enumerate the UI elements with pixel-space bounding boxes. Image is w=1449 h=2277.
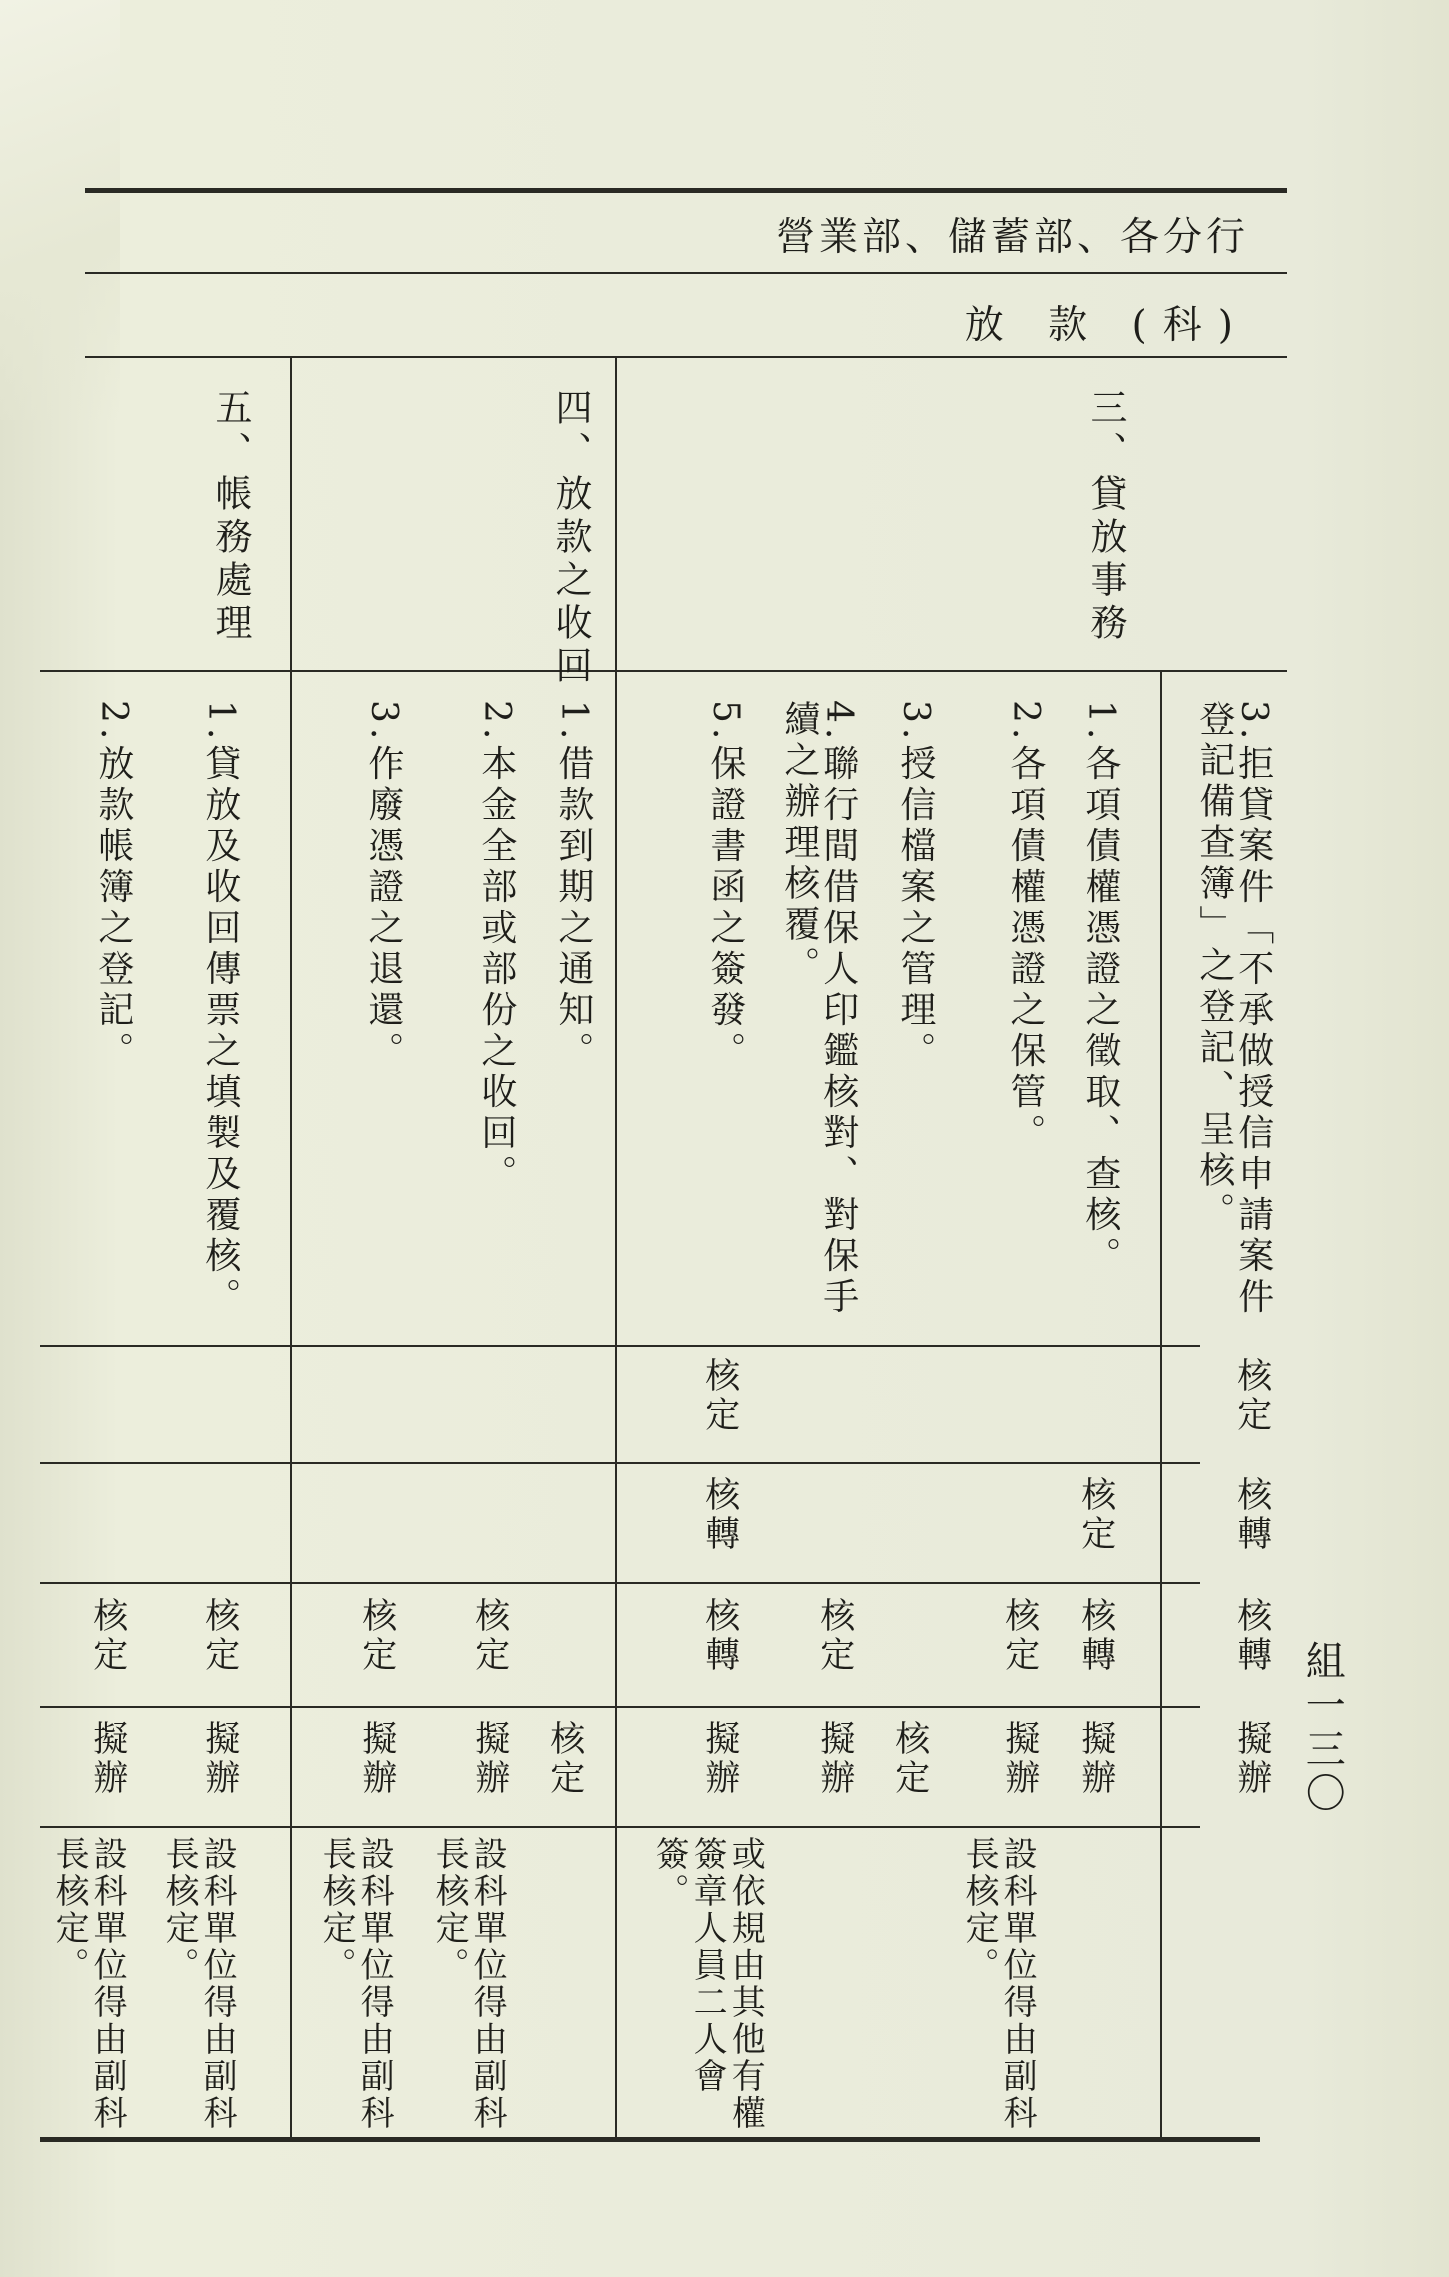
item-principal-recover: 2.本金全部或部份之收回。 xyxy=(475,700,517,1196)
hezhuan-row-rule xyxy=(40,1462,1200,1464)
note-s4a-deputy: 設科單位得由副科長核定。 xyxy=(429,1836,508,2132)
auth-heding-r4-c6: 核定 xyxy=(544,1720,585,1798)
auth-hezhuan-r2-c0: 核轉 xyxy=(1231,1476,1272,1554)
divider-s3-s4 xyxy=(615,358,617,2137)
page-header-title: 營業部、儲蓄部、各分行 xyxy=(775,215,1249,260)
item-ledger-entry: 2.放款帳簿之登記。 xyxy=(92,700,134,1073)
item-guarantee-letter: 5.保證書函之簽發。 xyxy=(704,700,746,1073)
auth-nibian-r4-c7: 擬辦 xyxy=(469,1720,510,1798)
auth-heding-r4-c3a: 核定 xyxy=(889,1720,930,1798)
subheader-rule xyxy=(85,356,1287,358)
note-s3-cosign: 或依規由其他有權簽章人員二人會簽。 xyxy=(649,1836,766,2132)
header-rule xyxy=(85,272,1287,274)
page-number: 組一三〇 xyxy=(1299,1640,1346,1816)
auth-heding-r1-c5: 核定 xyxy=(699,1357,740,1435)
auth-nibian-r4-c10: 擬辦 xyxy=(87,1720,128,1798)
auth-hezhuan-r2-c5: 核轉 xyxy=(699,1476,740,1554)
section-heading-3: 三、貸放事務 xyxy=(1083,388,1127,646)
auth-hezhuan-r3-c5: 核轉 xyxy=(699,1597,740,1675)
auth-hezhuan-r3-c0: 核轉 xyxy=(1231,1597,1272,1675)
auth-nibian-r4-c1: 擬辦 xyxy=(1075,1720,1116,1798)
auth-heding-r3-c10: 核定 xyxy=(87,1597,128,1675)
auth-nibian-r4-c3: 擬辦 xyxy=(814,1720,855,1798)
auth-nibian-r4-c5: 擬辦 xyxy=(699,1720,740,1798)
heding-row-rule xyxy=(40,1345,1200,1347)
auth-heding-r3-c3: 核定 xyxy=(814,1597,855,1675)
auth-heding-r3-c9: 核定 xyxy=(199,1597,240,1675)
item-reject-register: 3.拒貸案件「不承做授信申請案件登記備查簿」之登記、呈核。 xyxy=(1193,700,1274,1319)
item-seal-verify: 4.聯行間借保人印鑑核對、對保手續之辦理核覆。 xyxy=(778,700,859,1319)
hezhuan2-row-rule xyxy=(40,1582,1200,1584)
divider-right xyxy=(1160,672,1162,2137)
section-heading-5: 五、帳務處理 xyxy=(208,388,252,646)
auth-nibian-r4-c9: 擬辦 xyxy=(199,1720,240,1798)
note-s5b-deputy: 設科單位得由副科長核定。 xyxy=(49,1836,128,2132)
auth-heding-r3-c7: 核定 xyxy=(469,1597,510,1675)
item-collateral-keep: 2.各項債權憑證之保管。 xyxy=(1004,700,1046,1155)
item-voucher-prepare: 1.貸放及收回傳票之填製及覆核。 xyxy=(199,700,241,1319)
auth-heding-r1-c0: 核定 xyxy=(1231,1357,1272,1435)
page-subtitle: 放 款 (科) xyxy=(964,303,1249,348)
item-due-notice: 1.借款到期之通知。 xyxy=(552,700,594,1073)
note-s3-deputy: 設科單位得由副科長核定。 xyxy=(959,1836,1038,2132)
section-rule xyxy=(40,670,1287,672)
note-s5a-deputy: 設科單位得由副科長核定。 xyxy=(159,1836,238,2132)
nibian-row-rule xyxy=(40,1706,1200,1708)
bottom-thick-rule xyxy=(40,2137,1260,2142)
section-heading-4: 四、放款之收回 xyxy=(548,388,592,689)
auth-heding-r2-c1: 核定 xyxy=(1075,1476,1116,1554)
divider-s4-s5 xyxy=(290,358,292,2137)
top-thick-rule xyxy=(85,188,1287,193)
auth-hezhuan-r3-c1: 核轉 xyxy=(1075,1597,1116,1675)
auth-heding-r3-c8: 核定 xyxy=(356,1597,397,1675)
auth-nibian-r4-c8: 擬辦 xyxy=(356,1720,397,1798)
note-row-rule xyxy=(40,1826,1200,1828)
item-void-return: 3.作廢憑證之退還。 xyxy=(362,700,404,1073)
item-credit-file: 3.授信檔案之管理。 xyxy=(894,700,936,1073)
note-s4b-deputy: 設科單位得由副科長核定。 xyxy=(316,1836,395,2132)
auth-nibian-r4-c2: 擬辦 xyxy=(999,1720,1040,1798)
auth-heding-r3-c2: 核定 xyxy=(999,1597,1040,1675)
item-collateral-collect: 1.各項債權憑證之徵取、查核。 xyxy=(1079,700,1121,1278)
auth-nibian-r4-c0: 擬辦 xyxy=(1231,1720,1272,1798)
